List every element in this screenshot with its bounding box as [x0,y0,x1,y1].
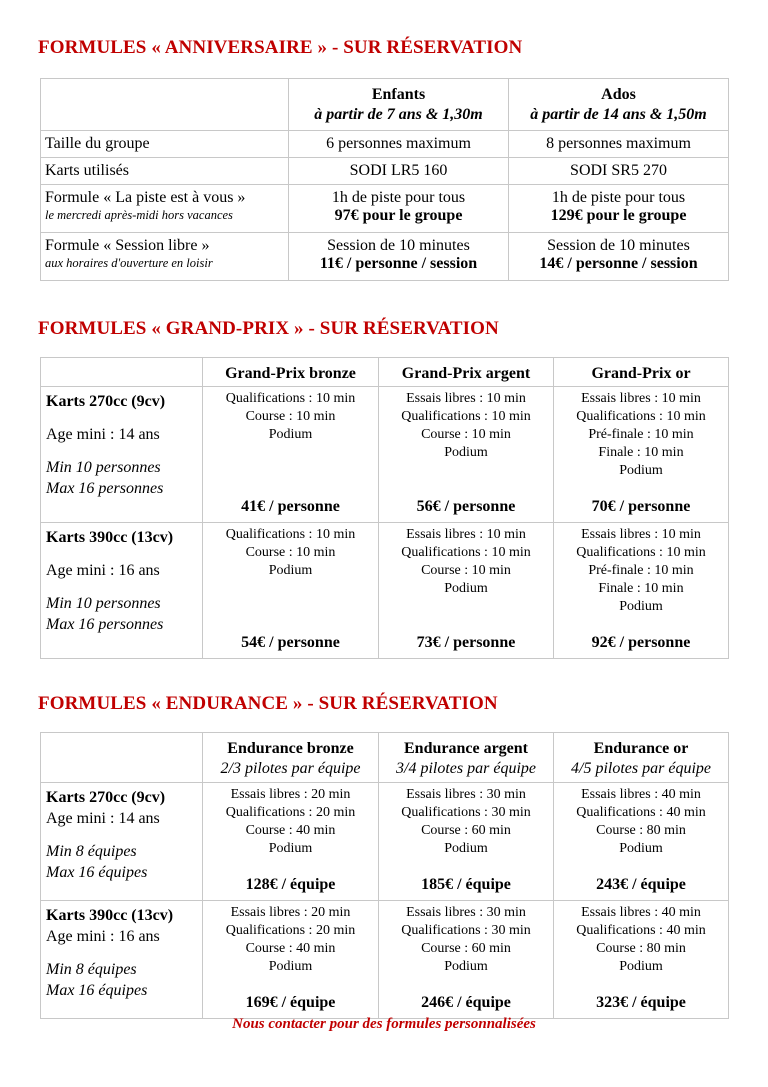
cell-content [379,387,553,522]
kart-label: Karts 390cc (13cv) [46,907,174,924]
cell-line: Course : 60 min [421,823,511,838]
cell-line: Podium [619,599,663,614]
cell-line: Qualifications : 10 min [225,391,356,406]
formula-details [379,783,553,858]
cell-line: Session de 10 minutes [327,237,470,254]
formula-cell [554,783,729,901]
col-header: Grand-Prix or [554,358,729,387]
endurance-title: FORMULES « ENDURANCE » - SUR RÉSERVATION [38,693,498,714]
col-name: Enfants [371,86,426,103]
formula-details [379,523,553,598]
cell-line: Qualifications : 20 min [225,805,356,820]
cell-line: Qualifications : 10 min [401,409,531,424]
row-label-cell [41,901,203,1019]
col-name: Endurance or [593,740,689,757]
max-label: Max 16 personnes [46,616,164,633]
row-sub: le mercredi après-midi hors vacances [45,208,233,222]
cell-line: Podium [619,959,663,974]
table-row [41,783,729,901]
cell-content [554,523,728,658]
cell-line: Podium [268,959,313,974]
cell-line: Qualifications : 30 min [401,805,531,820]
row-label-cell [41,233,289,281]
col-header [203,733,379,783]
formula-details [203,523,378,580]
cell-line: Qualifications : 40 min [576,805,706,820]
kart-label: Karts 270cc (9cv) [46,789,166,806]
price: 54€ / personne [241,634,340,651]
cell-value [289,233,509,281]
row-label-cell [41,387,203,523]
formula-details [554,901,728,976]
cell-line: Course : 80 min [596,941,686,956]
table-row [41,131,729,158]
row-label: Formule « Session libre » [45,237,210,254]
col-sub: à partir de 14 ans & 1,50m [530,106,707,123]
empty-corner-cell [41,733,203,783]
col-sub: 3/4 pilotes par équipe [396,760,536,777]
table-row [41,233,729,281]
row-sub: aux horaires d'ouverture en loisir [45,256,213,270]
price: 41€ / personne [241,498,340,515]
cell-line: Podium [268,841,313,856]
formula-details [554,387,728,480]
cell-content [554,783,728,900]
cell-content [379,901,553,1018]
col-header [379,733,554,783]
cell-line: Podium [444,959,488,974]
price: 246€ / équipe [421,994,511,1011]
row-label-cell [41,783,203,901]
cell-line: Essais libres : 10 min [581,391,701,406]
min-label: Min 8 équipes [46,961,137,978]
row-label: Karts utilisés [41,158,289,185]
cell-line: Qualifications : 10 min [576,409,706,424]
col-header: Grand-Prix argent [379,358,554,387]
cell-price: 14€ / personne / session [539,255,698,272]
cell-line: 1h de piste pour tous [551,189,686,206]
min-label: Min 8 équipes [46,843,137,860]
col-header-enfants [289,79,509,131]
kart-label: Karts 390cc (13cv) [46,529,174,546]
cell-line: Essais libres : 40 min [581,905,701,920]
cell-line: Essais libres : 10 min [406,391,526,406]
cell-line: Course : 80 min [596,823,686,838]
table-row [41,523,729,659]
formula-details [203,387,378,444]
cell-line: Finale : 10 min [598,581,684,596]
col-header: Grand-Prix bronze [203,358,379,387]
cell-line: Podium [444,581,488,596]
cell-value [289,185,509,233]
cell-line: Course : 40 min [245,823,336,838]
grand-prix-table [40,357,729,659]
cell-line: Qualifications : 20 min [225,923,356,938]
cell-line: Podium [444,445,488,460]
formula-details [379,901,553,976]
max-label: Max 16 équipes [46,982,148,999]
cell-price: 11€ / personne / session [319,255,478,272]
cell-line: Finale : 10 min [598,445,684,460]
min-label: Min 10 personnes [46,459,161,476]
cell-line: Qualifications : 40 min [576,923,706,938]
cell-line: Course : 10 min [245,545,336,560]
age-label: Age mini : 16 ans [46,928,160,945]
cell-content [203,783,378,900]
formula-cell [379,523,554,659]
cell-content [379,523,553,658]
row-label: Taille du groupe [41,131,289,158]
cell-content [554,387,728,522]
cell-content [554,901,728,1018]
anniversaire-title: FORMULES « ANNIVERSAIRE » - SUR RÉSERVATION [38,37,523,58]
max-label: Max 16 équipes [46,864,148,881]
cell-line: Course : 40 min [245,941,336,956]
price: 323€ / équipe [596,994,686,1011]
cell-line: Qualifications : 10 min [401,545,531,560]
formula-cell [203,387,379,523]
col-sub: à partir de 7 ans & 1,30m [314,106,483,123]
cell-content [203,523,378,658]
kart-label: Karts 270cc (9cv) [46,393,166,410]
table-row [41,158,729,185]
max-label: Max 16 personnes [46,480,164,497]
cell-line: Course : 10 min [421,563,511,578]
cell-line: Essais libres : 20 min [230,787,351,802]
formula-details [554,783,728,858]
formula-cell [379,783,554,901]
cell-price: 97€ pour le groupe [334,207,463,224]
anniversaire-header-row [41,79,729,131]
table-row [41,901,729,1019]
cell-line: Podium [268,563,313,578]
cell-line: 1h de piste pour tous [331,189,466,206]
col-sub: 4/5 pilotes par équipe [571,760,711,777]
col-sub: 2/3 pilotes par équipe [220,760,361,777]
cell-content [379,783,553,900]
formula-details [379,387,553,462]
formula-details [203,901,378,976]
table-row [41,387,729,523]
cell-line: Pré-finale : 10 min [588,563,694,578]
cell-line: Course : 10 min [421,427,511,442]
grand-prix-title: FORMULES « GRAND-PRIX » - SUR RÉSERVATION [38,318,499,339]
formula-cell [554,901,729,1019]
cell-value: 8 personnes maximum [509,131,729,158]
cell-price: 129€ pour le groupe [550,207,687,224]
table-row [41,185,729,233]
formula-cell [379,901,554,1019]
cell-line: Podium [619,841,663,856]
contact-footer: Nous contacter pour des formules personnalisées [232,1016,536,1032]
col-name: Endurance bronze [227,740,354,757]
price: 128€ / équipe [245,876,336,893]
cell-value: 6 personnes maximum [289,131,509,158]
grand-prix-header-row [41,358,729,387]
col-header-ados [509,79,729,131]
formula-cell [203,523,379,659]
formula-cell [203,901,379,1019]
cell-line: Essais libres : 20 min [230,905,351,920]
formula-cell [379,387,554,523]
price: 92€ / personne [591,634,691,651]
formula-cell [554,523,729,659]
empty-corner-cell [41,79,289,131]
endurance-header-row [41,733,729,783]
cell-line: Podium [268,427,313,442]
cell-line: Essais libres : 30 min [406,905,526,920]
cell-line: Course : 60 min [421,941,511,956]
col-header [554,733,729,783]
formula-details [554,523,728,616]
cell-line: Session de 10 minutes [547,237,690,254]
cell-line: Essais libres : 10 min [406,527,526,542]
price: 185€ / équipe [421,876,511,893]
price: 73€ / personne [416,634,516,651]
cell-value [509,185,729,233]
cell-line: Qualifications : 10 min [225,527,356,542]
age-label: Age mini : 16 ans [46,562,160,579]
cell-content [203,387,378,522]
cell-line: Essais libres : 40 min [581,787,701,802]
price: 169€ / équipe [245,994,336,1011]
cell-line: Podium [619,463,663,478]
row-label: Formule « La piste est à vous » [45,189,246,206]
cell-content [203,901,378,1018]
cell-value: SODI SR5 270 [509,158,729,185]
age-label: Age mini : 14 ans [46,426,160,443]
cell-line: Essais libres : 30 min [406,787,526,802]
row-label-cell [41,523,203,659]
formula-details [203,783,378,858]
endurance-table [40,732,729,1019]
price: 56€ / personne [416,498,516,515]
cell-line: Essais libres : 10 min [581,527,701,542]
formula-cell [554,387,729,523]
min-label: Min 10 personnes [46,595,161,612]
cell-value: SODI LR5 160 [289,158,509,185]
age-label: Age mini : 14 ans [46,810,160,827]
cell-line: Qualifications : 30 min [401,923,531,938]
anniversaire-table [40,78,729,281]
row-label-cell [41,185,289,233]
cell-line: Pré-finale : 10 min [588,427,694,442]
col-name: Ados [601,86,636,103]
price: 243€ / équipe [596,876,686,893]
cell-line: Qualifications : 10 min [576,545,706,560]
price: 70€ / personne [591,498,691,515]
formula-cell [203,783,379,901]
col-name: Endurance argent [404,740,528,757]
cell-line: Podium [444,841,488,856]
empty-corner-cell [41,358,203,387]
cell-line: Course : 10 min [245,409,336,424]
cell-value [509,233,729,281]
